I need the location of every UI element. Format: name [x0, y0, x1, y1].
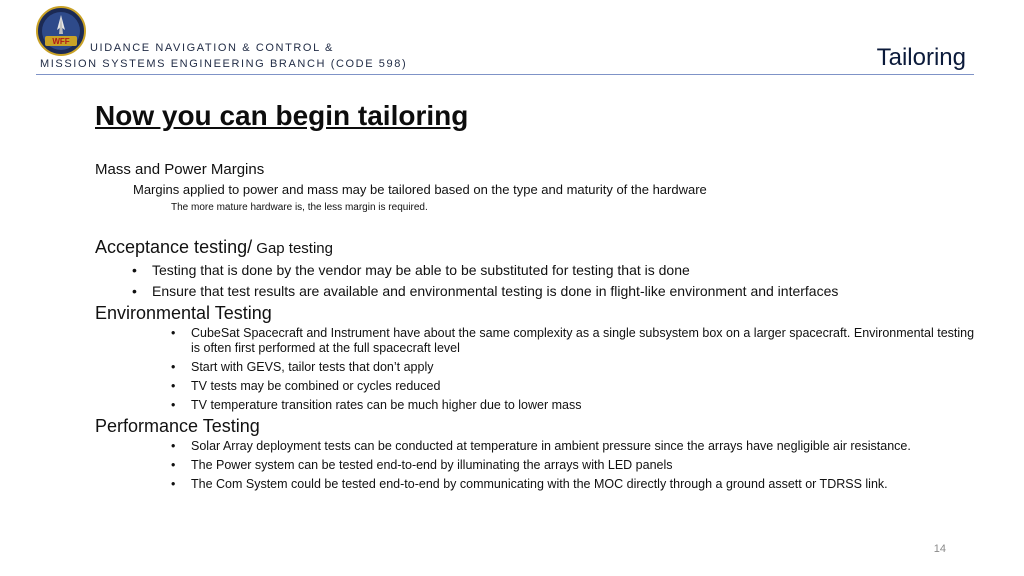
list-item: • Start with GEVS, tailor tests that don’t apply	[95, 358, 975, 377]
slide-title: Now you can begin tailoring	[95, 100, 469, 131]
margins-heading: Mass and Power Margins	[95, 161, 265, 178]
list-item: • Solar Array deployment tests can be conducted at temperature in ambient pressure since the arrays have negligible air resistance.	[95, 437, 975, 456]
branch-name	[40, 40, 407, 72]
list-item: • Testing that is done by the vendor may be able to be substituted for testing that is done	[95, 260, 975, 281]
acceptance-heading-sub: Gap testing	[252, 240, 333, 257]
branch-line-1: UIDANCE NAVIGATION & CONTROL &	[90, 42, 334, 54]
margins-detail: The more mature hardware is, the less margin is required.	[171, 202, 428, 213]
environmental-heading: Environmental Testing	[95, 303, 272, 323]
header-title: Tailoring	[876, 44, 966, 71]
acceptance-heading-main: Acceptance testing/	[95, 237, 253, 257]
list-item: • The Com System could be tested end-to-end by communicating with the MOC directly through a ground assett or TDRSS link.	[95, 475, 975, 494]
list-item: • The Power system can be tested end-to-end by illuminating the arrays with LED panels	[95, 456, 975, 475]
margins-subpoint: Margins applied to power and mass may be tailored based on the type and maturity of the hardware	[133, 182, 707, 197]
header-divider	[36, 74, 974, 75]
branch-line-2: MISSION SYSTEMS ENGINEERING BRANCH (CODE 598)	[40, 58, 408, 70]
list-item: • TV tests may be combined or cycles reduced	[95, 377, 975, 396]
list-item: • CubeSat Spacecraft and Instrument have about the same complexity as a single subsystem box on a larger spacecraft. Environmental testing is often first performed at the full spacecraft level	[95, 324, 975, 358]
environmental-list	[95, 324, 975, 415]
performance-heading: Performance Testing	[95, 416, 260, 436]
performance-list	[95, 437, 975, 494]
acceptance-list	[95, 260, 975, 302]
list-item: • TV temperature transition rates can be much higher due to lower mass	[95, 396, 975, 415]
spacer	[95, 216, 975, 236]
slide-body	[95, 160, 975, 494]
logo-text: WFF	[52, 37, 70, 46]
list-item: • Ensure that test results are available and environmental testing is done in flight-like environment and interfaces	[95, 281, 975, 302]
acceptance-heading	[95, 236, 975, 260]
page-number: 14	[933, 543, 946, 555]
